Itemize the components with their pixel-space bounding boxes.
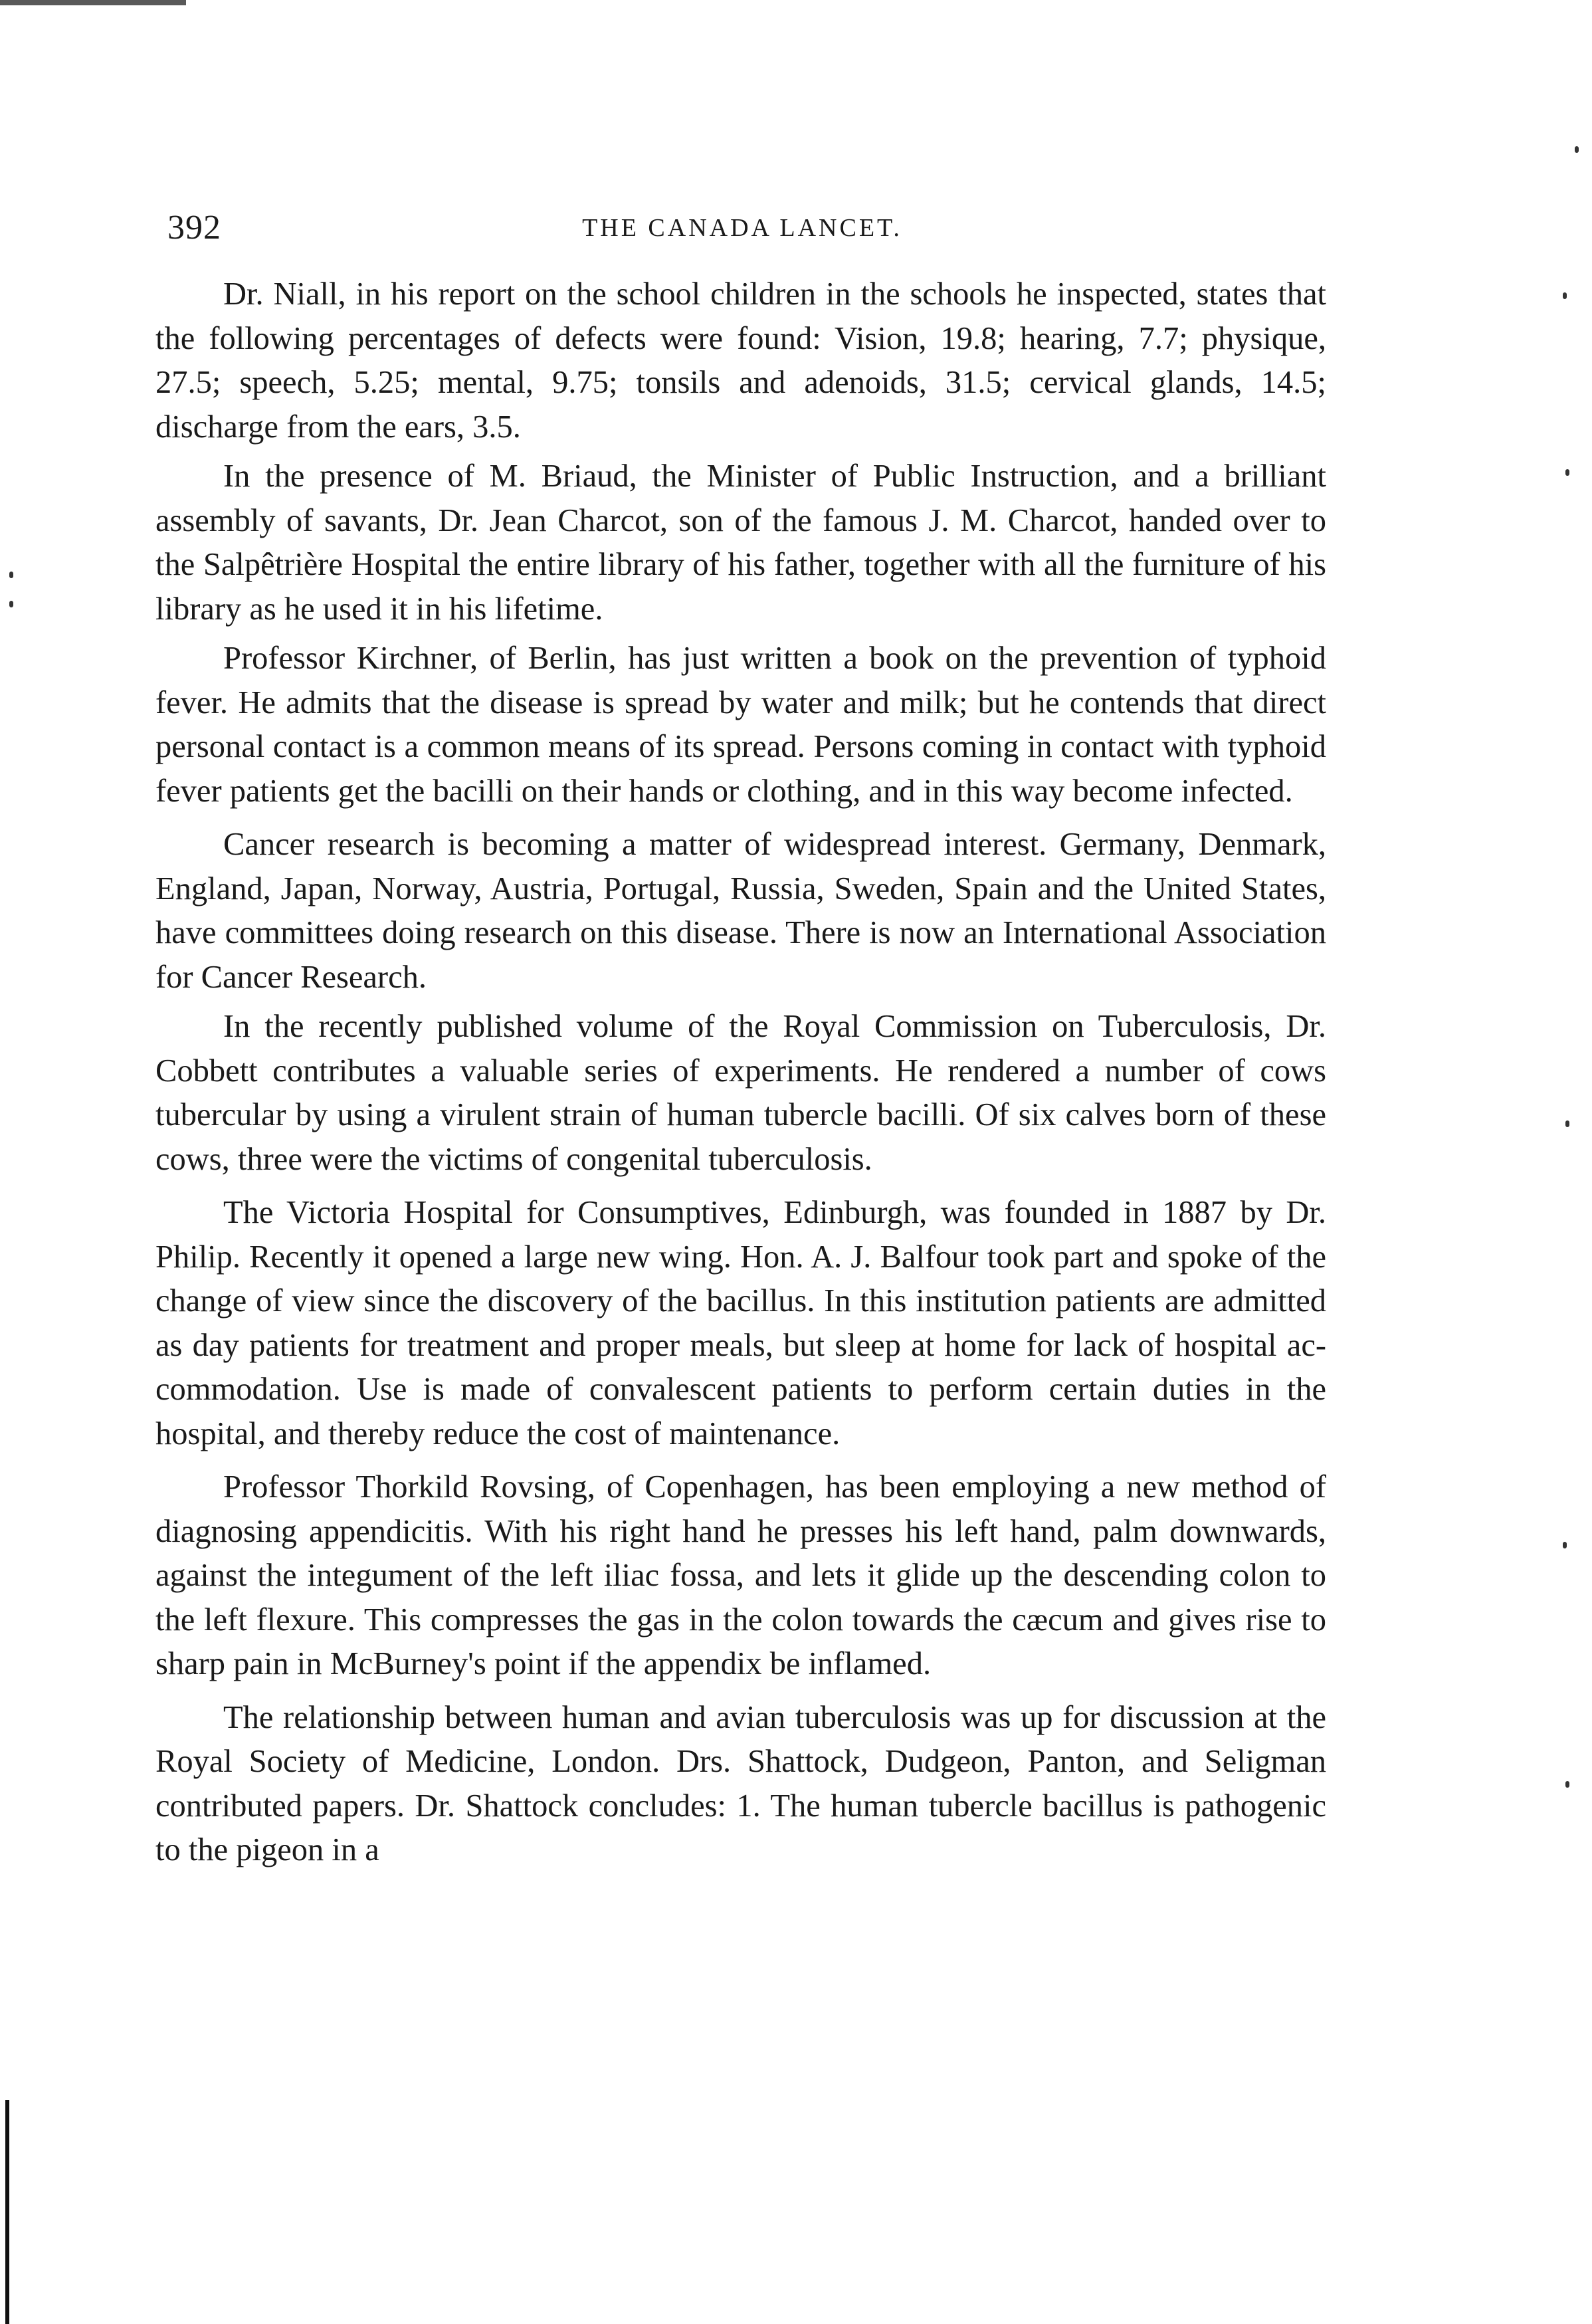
- scan-speck: [1575, 146, 1579, 153]
- running-title: THE CANADA LANCET.: [582, 214, 902, 242]
- paragraph-avian-tuberculosis: The relationship between human and avian tuberculosis was up for discussion at the Royal Society of Medicine, London. Drs. Shattock, Dudgeon, Panton, and Seligman contributed papers. Dr. Shattock concludes: 1. The human tubercle bacillus is pathogenic to the pigeon in a: [155, 1699, 1326, 1867]
- scan-artifact-left-edge: [5, 2100, 9, 2324]
- scan-speck: [9, 601, 13, 607]
- scan-speck: [1565, 1120, 1569, 1127]
- paragraph-charcot-library: In the presence of M. Briaud, the Minister of Public Instruction, and a brilliant assembly of savants, Dr. Jean Charcot, son of the famous J. M. Charcot, handed over to the Salpêtrière Hospital the entire library of his father, together with all the furniture of his library as he used it in his lifetime.: [155, 459, 1326, 627]
- scan-speck: [1565, 469, 1569, 476]
- page-header: [154, 198, 1330, 258]
- scan-speck: [1563, 292, 1567, 299]
- scan-speck: [1563, 1542, 1567, 1548]
- paragraph-typhoid: Professor Kirchner, of Berlin, has just written a book on the prevention of typhoid fever. He admits that the disease is spread by water and milk; but he contends that direct personal contact is a common means of its spread. Persons coming in contact with typhoid fever patients get the bacilli on their hands or clothing, and in this way become infected.: [155, 641, 1326, 809]
- paragraph-appendicitis: Professor Thorkild Rovsing, of Copenhagen, has been employing a new method of diagnosing appendicitis. With his right hand he presses his left hand, palm downwards, against the integument of the left iliac fossa, and lets it glide up the descending colon to the left flexure. This compresses the gas in the colon towards the cæcum and gives rise to sharp pain in McBurney's point if the appendix be inflamed.: [155, 1469, 1326, 1681]
- scan-speck: [9, 572, 13, 578]
- paragraph-tuberculosis-commission: In the recently published volume of the Royal Commission on Tuberculosis, Dr. Cobbett contributes a valuable series of experiments. He rendered a number of cows tubercular by using a virulent strain of human tubercle bacilli. Of six calves born of these cows, three were the victims of congenital tuberculosis.: [155, 1009, 1326, 1177]
- scan-speck: [1565, 1781, 1569, 1788]
- article-body: [155, 272, 1326, 1878]
- scan-artifact-top: [0, 0, 186, 5]
- paragraph-victoria-hospital: The Victoria Hospital for Consumptives, Edinburgh, was founded in 1887 by Dr. Philip. Recently it opened a large new wing. Hon. A. J. Balfour took part and spoke of the change of view since the discovery of the bacillus. In this institution patients are admitted as day patients for treatment and proper meals, but sleep at home for lack of hospital accommodation. Use is made of convalescent patients to perform certain duties in the hospital, and thereby reduce the cost of maintenance.: [155, 1195, 1326, 1451]
- paragraph-cancer-research: Cancer research is becoming a matter of widespread interest. Germany, Denmark, England, Japan, Norway, Austria, Portugal, Russia, Sweden, Spain and the United States, have committees doing research on this disease. There is now an International Association for Cancer Research.: [155, 827, 1326, 995]
- page-number: 392: [167, 209, 221, 247]
- paragraph-school-defects: Dr. Niall, in his report on the school children in the schools he inspected, states that the following percentages of defects were found: Vision, 19.8; hearing, 7.7; physique, 27.5; speech, 5.25; mental, 9.75; tonsils and adenoids, 31.5; cervical glands, 14.5; discharge from the ears, 3.5.: [155, 276, 1326, 445]
